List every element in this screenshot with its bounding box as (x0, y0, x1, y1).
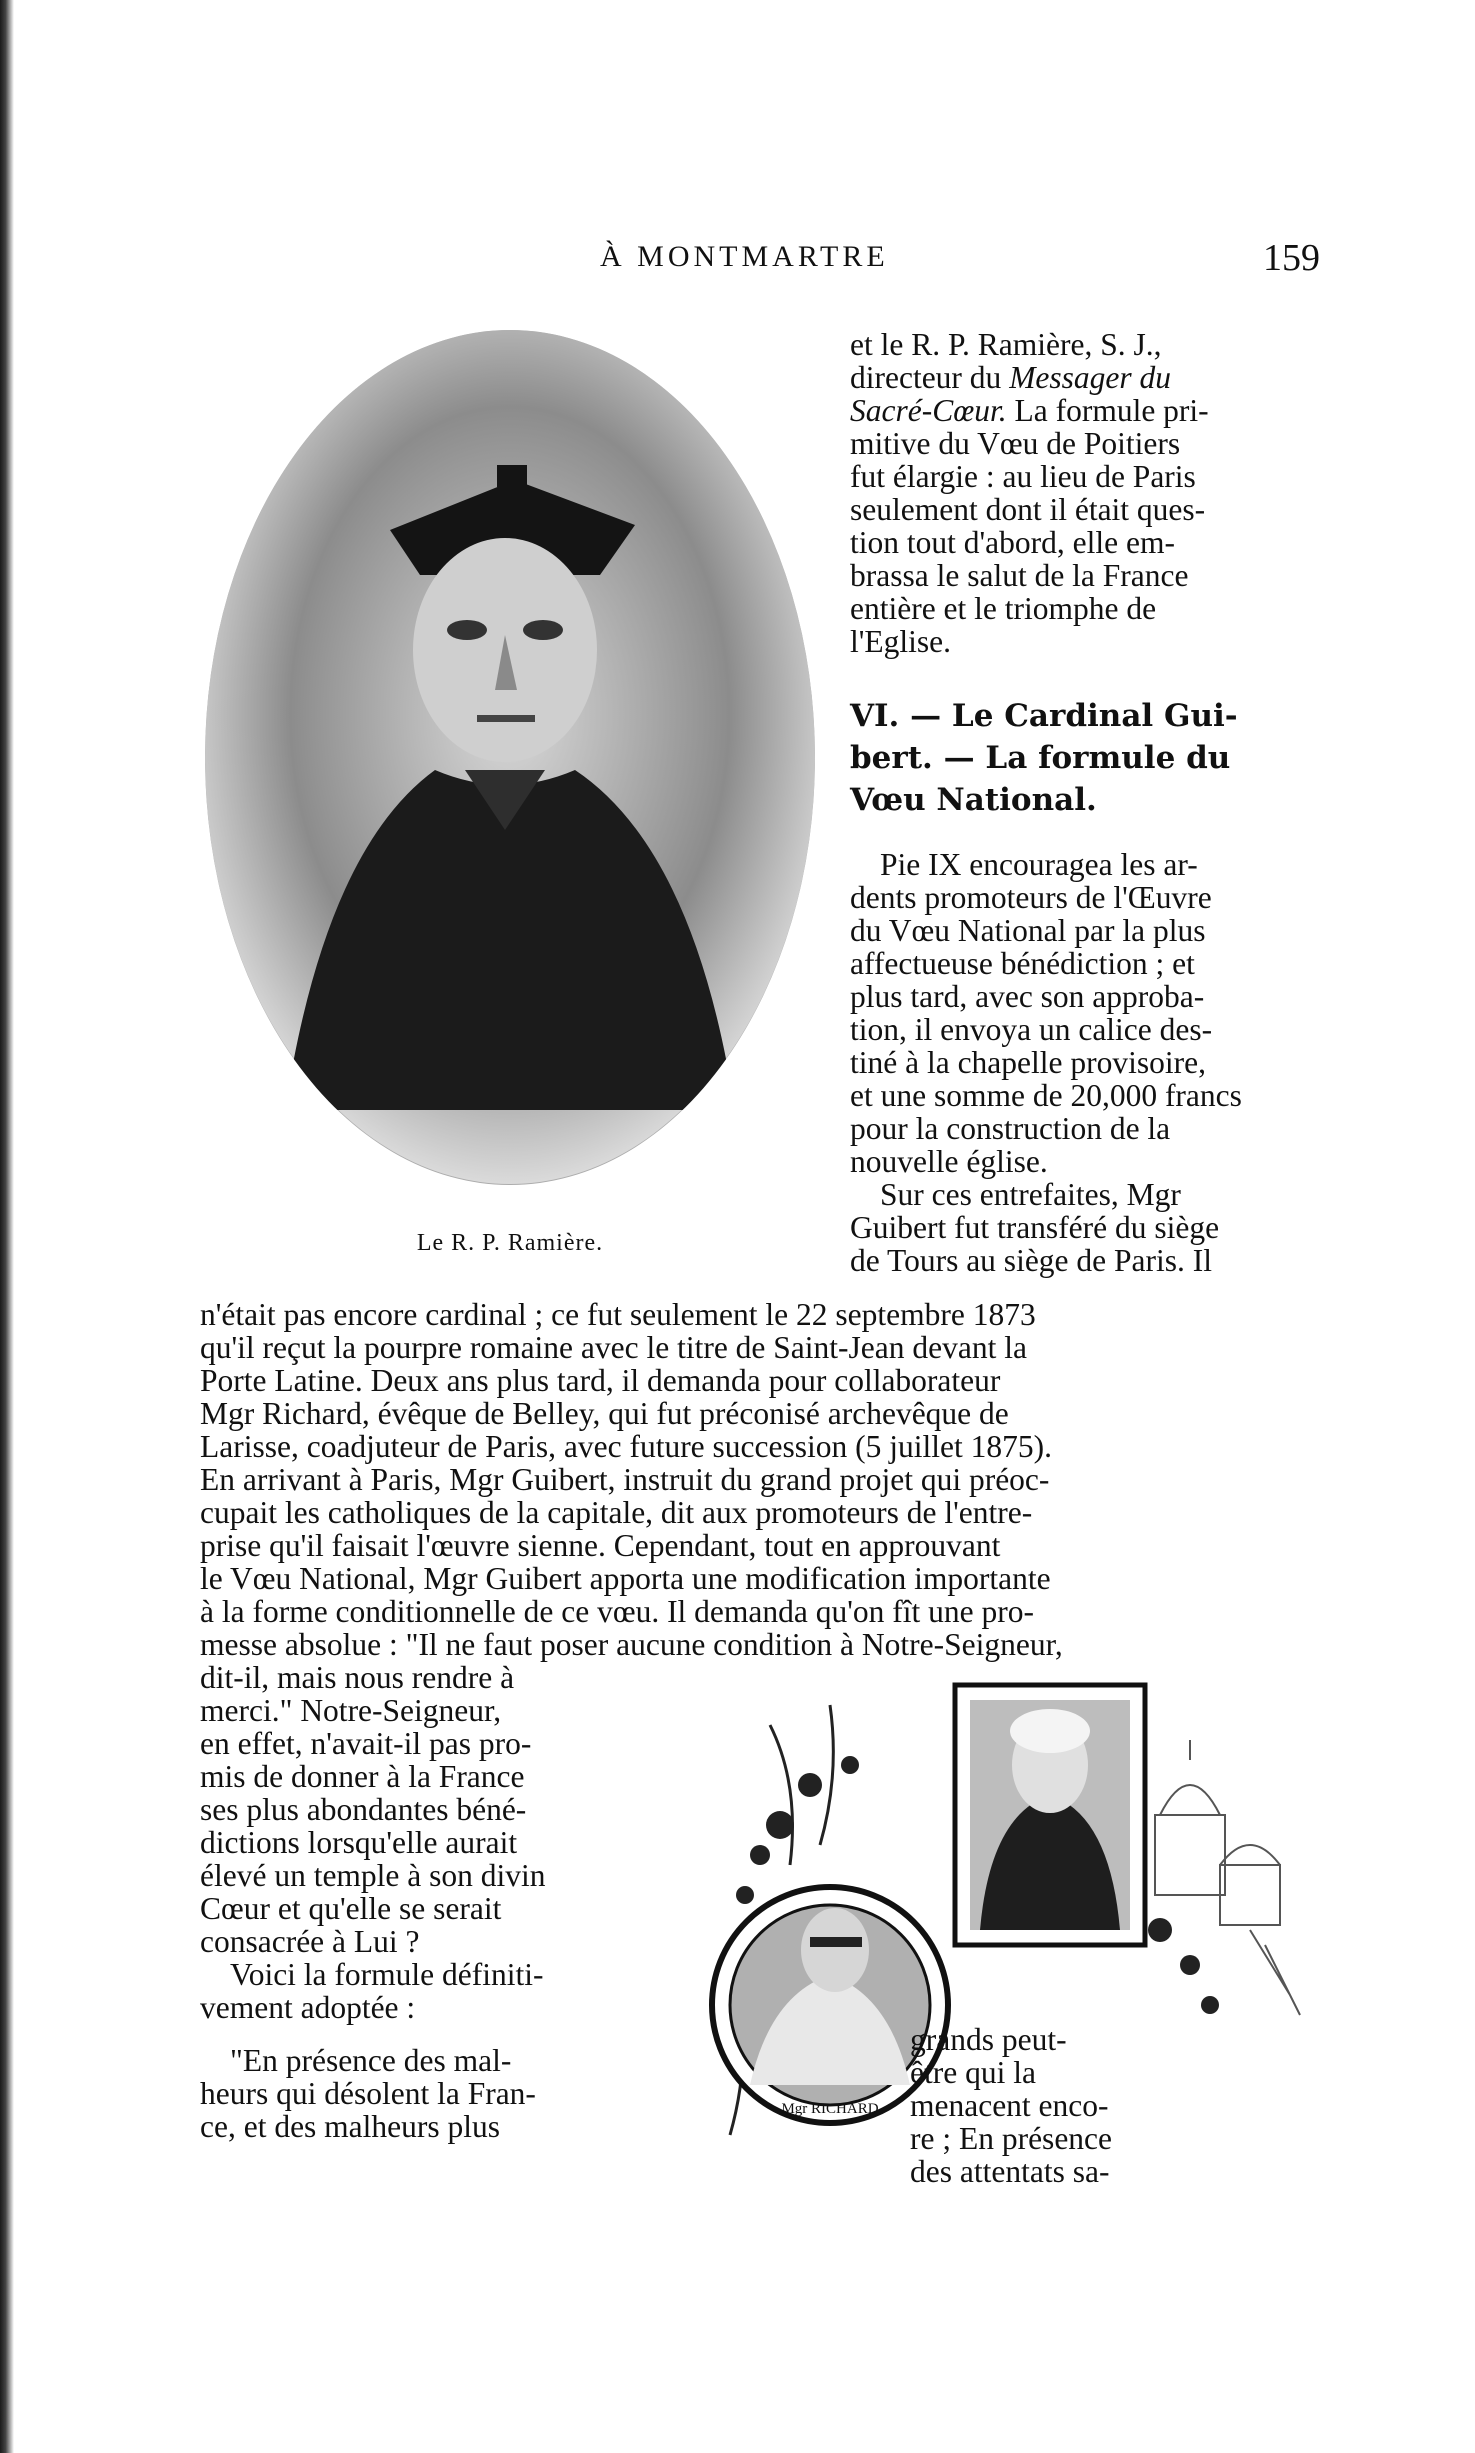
text-line: mis de donner à la France (200, 1759, 525, 1794)
text-line: merci." Notre-Seigneur, (200, 1693, 502, 1728)
text-line: l'Eglise. (850, 624, 952, 659)
running-header (200, 237, 1320, 290)
text-line: menacent enco- (910, 2088, 1109, 2123)
text-line: Pie IX encouragea les ar- (880, 847, 1198, 882)
page-edge-shadow (0, 0, 14, 2453)
text-line: nouvelle église. (850, 1144, 1048, 1179)
full-width-paragraph (200, 1298, 1325, 1661)
text-line: Mgr Richard, évêque de Belley, qui fut préconisé archevêque de (200, 1396, 1009, 1431)
text-line: tion tout d'abord, elle em- (850, 525, 1175, 560)
heading-line: bert. — La formule du (850, 740, 1231, 776)
page-number: 159 (1263, 237, 1320, 279)
running-title: À MONTMARTRE (600, 240, 889, 273)
left-column-bottom-text (200, 1661, 645, 2143)
right-column-top-text (850, 328, 1325, 658)
text-line: messe absolue : "Il ne faut poser aucune condition à Notre-Seigneur, (200, 1627, 1063, 1662)
text-line: élevé un temple à son divin (200, 1858, 546, 1893)
text-line: En arrivant à Paris, Mgr Guibert, instruit du grand projet qui préoc- (200, 1462, 1050, 1497)
text-line: consacrée à Lui ? (200, 1924, 420, 1959)
text-line: brassa le salut de la France (850, 558, 1189, 593)
text-line: entière et le triomphe de (850, 591, 1157, 626)
portrait-ramiere-image (205, 330, 815, 1185)
text-line: en effet, n'avait-il pas pro- (200, 1726, 532, 1761)
text-line: vement adoptée : (200, 1990, 416, 2025)
text-line: dents promoteurs de l'Œuvre (850, 880, 1212, 915)
text-line: tiné à la chapelle provisoire, (850, 1045, 1206, 1080)
heading-line: VI. — Le Cardinal Gui- (850, 698, 1238, 734)
portrait-caption: Le R. P. Ramière. (416, 1230, 604, 1256)
text-line: affectueuse bénédiction ; et (850, 946, 1195, 981)
text-line: directeur du Messager du (850, 360, 1172, 395)
text-line: seulement dont il était ques- (850, 492, 1206, 527)
text-line: Larisse, coadjuteur de Paris, avec future succession (5 juillet 1875). (200, 1429, 1052, 1464)
text-line: tion, il envoya un calice des- (850, 1012, 1213, 1047)
text-line: heurs qui désolent la Fran- (200, 2076, 536, 2111)
text-line: fut élargie : au lieu de Paris (850, 459, 1196, 494)
text-line: cupait les catholiques de la capitale, dit aux promoteurs de l'entre- (200, 1495, 1033, 1530)
text-line: Sur ces entrefaites, Mgr (880, 1177, 1181, 1212)
text-line: ce, et des malheurs plus (200, 2109, 501, 2144)
text-line: dit-il, mais nous rendre à (200, 1660, 515, 1695)
text-line: Cœur et qu'elle se serait (200, 1891, 502, 1926)
text-line: être qui la (910, 2055, 1036, 2090)
vignette-round-caption: Mgr RICHARD (781, 2101, 879, 2117)
text-line: Guibert fut transféré du siège (850, 1210, 1220, 1245)
text-line: ses plus abondantes béné- (200, 1792, 527, 1827)
text-line: pour la construction de la (850, 1111, 1171, 1146)
text-line: plus tard, avec son approba- (850, 979, 1205, 1014)
text-line: Sacré-Cœur. La formule pri- (850, 393, 1209, 428)
text-line: Voici la formule définiti- (230, 1957, 544, 1992)
text-line: Porte Latine. Deux ans plus tard, il demanda pour collaborateur (200, 1363, 1001, 1398)
text-line: "En présence des mal- (230, 2043, 512, 2078)
text-line: de Tours au siège de Paris. Il (850, 1243, 1213, 1278)
text-line: du Vœu National par la plus (850, 913, 1206, 948)
text-line: et le R. P. Ramière, S. J., (850, 327, 1162, 362)
text-line: mitive du Vœu de Poitiers (850, 426, 1181, 461)
right-bottom-text (910, 2023, 1187, 2188)
portrait-ramiere-drawing (205, 330, 815, 1185)
right-column-paragraph (850, 848, 1325, 1277)
text-line: à la forme conditionnelle de ce vœu. Il demanda qu'on fît une pro- (200, 1594, 1035, 1629)
heading-line: Vœu National. (850, 782, 1097, 818)
section-heading (850, 695, 1325, 821)
text-line (200, 2024, 645, 2044)
text-line: prise qu'il faisait l'œuvre sienne. Cependant, tout en approuvant (200, 1528, 1001, 1563)
text-line: qu'il reçut la pourpre romaine avec le titre de Saint-Jean devant la (200, 1330, 1027, 1365)
text-line: et une somme de 20,000 francs (850, 1078, 1242, 1113)
text-line: grands peut- (910, 2022, 1067, 2057)
text-line: des attentats sa- (910, 2154, 1110, 2189)
text-line: re ; En présence (910, 2121, 1113, 2156)
text-line: n'était pas encore cardinal ; ce fut seulement le 22 septembre 1873 (200, 1297, 1036, 1332)
text-line: dictions lorsqu'elle aurait (200, 1825, 518, 1860)
text-line: le Vœu National, Mgr Guibert apporta une modification importante (200, 1561, 1051, 1596)
